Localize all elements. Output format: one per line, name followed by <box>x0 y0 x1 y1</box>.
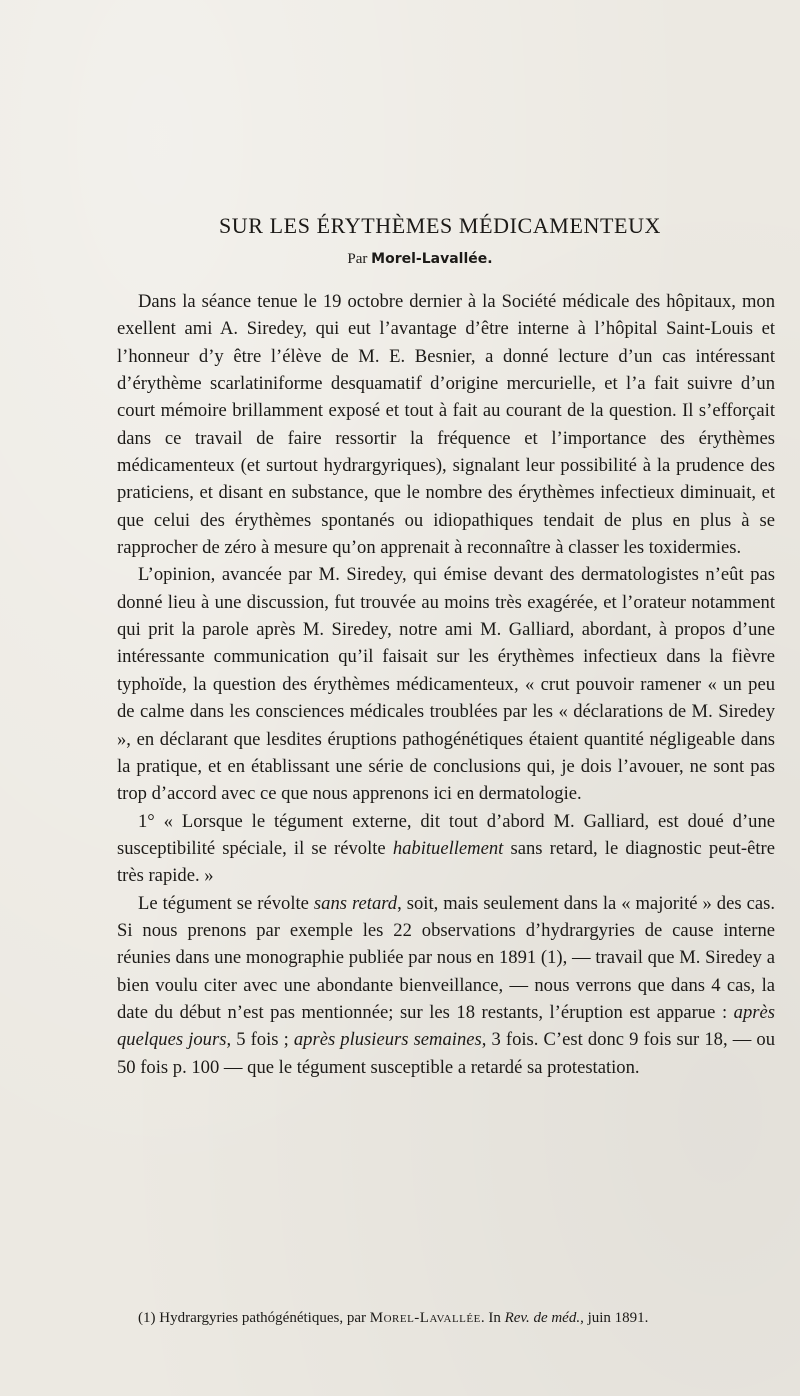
article-title: SUR LES ÉRYTHÈMES MÉDICAMENTEUX <box>218 213 662 238</box>
text-run: , soit, mais seulement dans la « majorité » des cas. Si nous prenons par exemple les 22 observations d’hydrargyries de cause interne réunies dans une monographie publiée par nous en 1891 (1), — travail que M. Siredey a bien voulu citer avec une abondante bienveillance, — nous verrons que dans 4 cas, la date du début n’est pas mentionnée; sur les 18 restants, l’éruption est apparue : <box>117 892 775 1023</box>
emphasis: après quelques jours <box>117 1001 775 1051</box>
byline <box>0 248 800 270</box>
footnote <box>117 1307 787 1329</box>
footnote-text <box>117 1307 787 1329</box>
byline-prefix: Par <box>347 251 368 267</box>
text-run: 1° « Lorsque le tégument externe, dit tout d’abord M. Galliard, est doué d’une susceptibilité spéciale, il se révolte <box>117 810 775 859</box>
article-body <box>117 288 775 1081</box>
emphasis: habituellement <box>392 837 504 859</box>
text-run: . In <box>480 1310 505 1326</box>
paragraph <box>117 890 775 1081</box>
text-run: Le tégument se révolte <box>138 892 314 914</box>
paragraph: Dans la séance tenue le 19 octobre dernier à la Société médicale des hôpitaux, mon exellent ami A. Siredey, qui eut l’avantage d’être interne à l’hôpital Saint-Louis et l’honneur d’y être l’élève de M. E. Besnier, a donné lecture d’un cas intéressant d’érythème scarlatiniforme desquamatif d’origine mercurielle, et l’a fait suivre d’un court mémoire brillamment exposé et tout à fait au courant de la question. Il s’efforçait dans ce travail de faire ressortir la fréquence et l’importance des érythèmes médicamenteux (et surtout hydrargyriques), signalant leur possibilité à la prudence des praticiens, et disant en substance, que le nombre des érythèmes infectieux diminuait, et que celui des érythèmes spontanés ou idiopathiques tendait de plus en plus à se rapprocher de zéro à mesure qu’on apprenait à reconnaître à classer les toxidermies. <box>117 291 775 559</box>
footnote-author: Morel-Lavallée <box>369 1310 481 1326</box>
text-run: , juin 1891. <box>580 1310 649 1326</box>
journal-name: Rev. de méd. <box>504 1310 581 1326</box>
paragraph: L’opinion, avancée par M. Siredey, qui émise devant des dermatologistes n’eût pas donné lieu à une discussion, fut trouvée au moins très exagérée, et l’orateur notamment qui prit la parole après M. Siredey, notre ami M. Galliard, abordant, à propos d’une intéressante communication qu’il faisait sur les érythèmes infectieux dans la fièvre typhoïde, la question des érythèmes médicamenteux, « crut pouvoir ramener « un peu de calme dans les consciences médicales troublées par les « déclarations de M. Siredey », en déclarant que lesdites éruptions pathogénétiques étaient quantité négligeable dans la pratique, et en établissant une série de conclusions qui, je dois l’avouer, ne sont pas trop d’accord avec ce que nous apprenons ici en dermatologie. <box>117 564 775 805</box>
text-run: , 5 fois ; <box>226 1029 294 1051</box>
text-run: sans retard, le diagnostic peut-être très rapide. » <box>117 837 775 887</box>
text-run: , 3 fois. C’est donc 9 fois sur 18, — ou 50 fois p. 100 — que le tégument susceptible a retardé sa protestation. <box>117 1029 775 1078</box>
text-run: (1) Hydrargyries pathógénétiques, par <box>138 1310 370 1326</box>
author-name: Morel-Lavallée. <box>371 251 493 267</box>
paragraph <box>117 808 775 890</box>
emphasis: après plusieurs semaines <box>293 1029 482 1051</box>
emphasis: sans retard <box>313 892 398 914</box>
